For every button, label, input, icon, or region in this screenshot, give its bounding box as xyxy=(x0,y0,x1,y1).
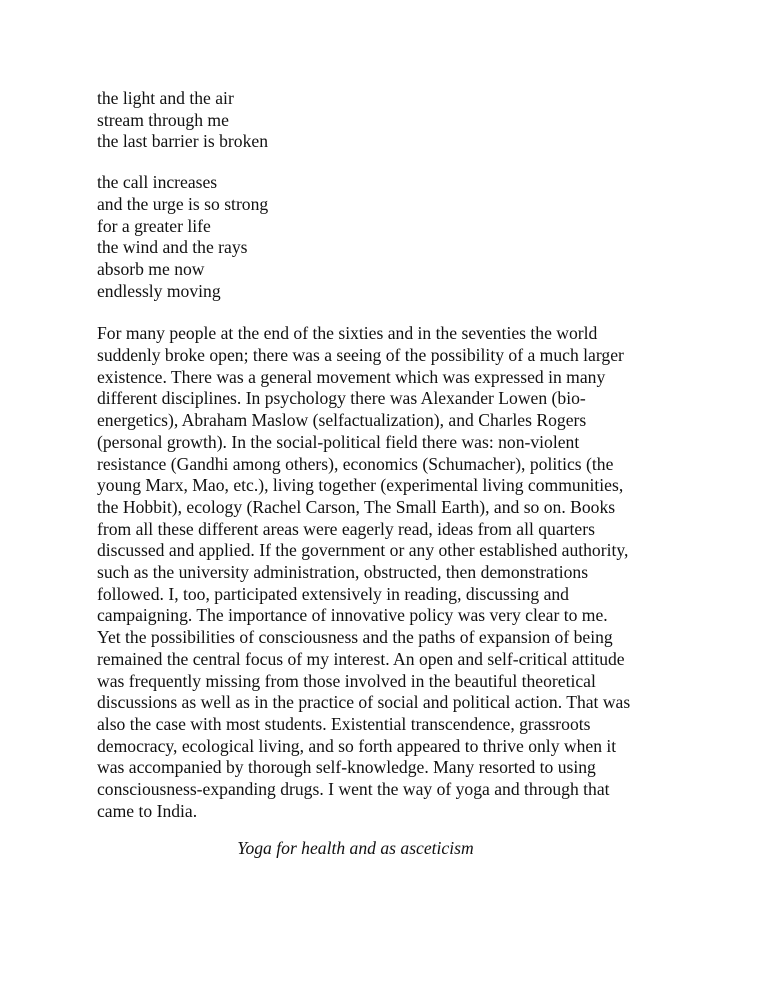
poem-line: endlessly moving xyxy=(97,280,221,301)
paragraph-line: different disciplines. In psychology there was Alexander Lowen (bio- xyxy=(97,388,586,409)
paragraph-line: young Marx, Mao, etc.), living together (experimental living communities, xyxy=(97,475,624,496)
paragraph-line: (personal growth). In the social-political field there was: non-violent xyxy=(97,431,580,452)
paragraph-line: remained the central focus of my interest. An open and self-critical attitude xyxy=(97,648,625,669)
poem-line: for a greater life xyxy=(97,215,211,236)
paragraph-line: followed. I, too, participated extensively in reading, discussing and xyxy=(97,583,569,604)
paragraph-line: was frequently missing from those involved in the beautiful theoretical xyxy=(97,670,596,691)
paragraph-line: resistance (Gandhi among others), economics (Schumacher), politics (the xyxy=(97,453,614,474)
paragraph-line: came to India. xyxy=(97,800,198,821)
paragraph-line: discussed and applied. If the government or any other established authority, xyxy=(97,540,629,561)
paragraph-line: campaigning. The importance of innovative policy was very clear to me. xyxy=(97,605,608,626)
paragraph-line: For many people at the end of the sixties and in the seventies the world xyxy=(97,323,598,344)
poem-line: stream through me xyxy=(97,109,229,130)
paragraph-line: discussions as well as in the practice of social and political action. That was xyxy=(97,692,631,713)
paragraph-line: existence. There was a general movement which was expressed in many xyxy=(97,366,606,387)
section-heading: Yoga for health and as asceticism xyxy=(237,837,474,858)
poem-line: the light and the air xyxy=(97,88,234,108)
poem-stanza-1 xyxy=(97,88,677,153)
paragraph-line: democracy, ecological living, and so forth appeared to thrive only when it xyxy=(97,735,617,756)
poem-stanza-2 xyxy=(97,172,677,302)
paragraph-line: also the case with most students. Existential transcendence, grassroots xyxy=(97,713,591,734)
poem-line: the last barrier is broken xyxy=(97,131,268,152)
body-paragraph xyxy=(97,321,677,822)
paragraph-line: suddenly broke open; there was a seeing of the possibility of a much larger xyxy=(97,345,624,366)
poem-line: absorb me now xyxy=(97,258,205,279)
poem-line: the call increases xyxy=(97,172,218,193)
paragraph-line: energetics), Abraham Maslow (selfactualization), and Charles Rogers xyxy=(97,410,587,431)
paragraph-line: was accompanied by thorough self-knowledge. Many resorted to using xyxy=(97,757,596,778)
document-page xyxy=(97,88,677,859)
poem-line: and the urge is so strong xyxy=(97,193,269,214)
paragraph-line: the Hobbit), ecology (Rachel Carson, The Small Earth), and so on. Books xyxy=(97,496,616,517)
poem-line: the wind and the rays xyxy=(97,237,248,258)
paragraph-line: Yet the possibilities of consciousness and the paths of expansion of being xyxy=(97,627,613,648)
paragraph-line: consciousness-expanding drugs. I went the way of yoga and through that xyxy=(97,779,610,800)
paragraph-line: such as the university administration, obstructed, then demonstrations xyxy=(97,562,589,583)
paragraph-line: from all these different areas were eagerly read, ideas from all quarters xyxy=(97,518,595,539)
